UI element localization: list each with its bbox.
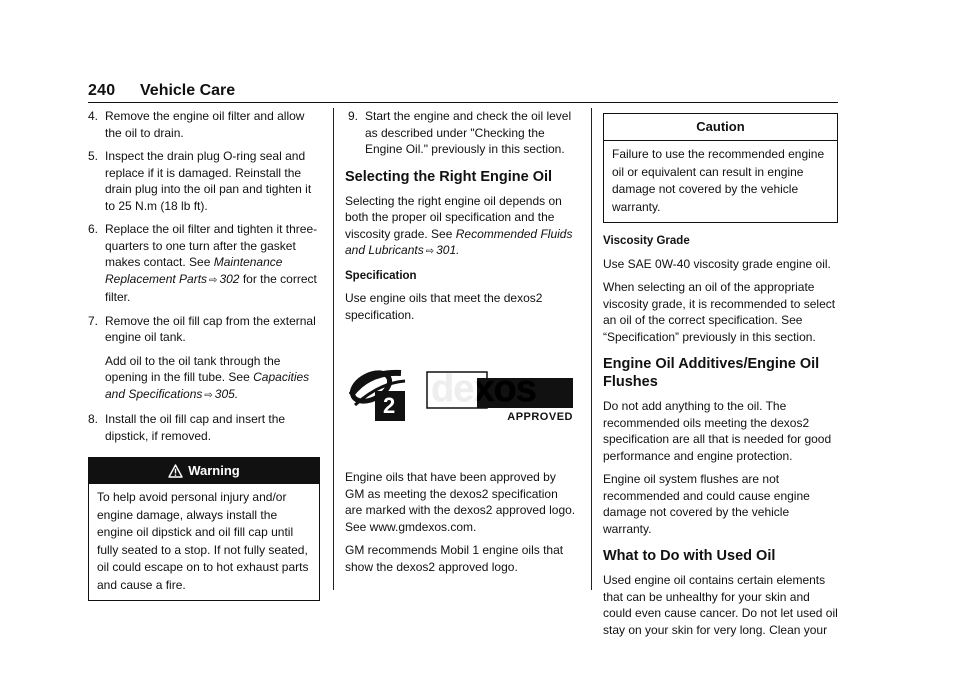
paragraph-additives: Do not add anything to the oil. The recommended oils meeting the dexos2 specification are all that is needed for good performance and engine protection. xyxy=(603,399,832,463)
step-text: Remove the oil fill cap from the external engine oil tank. xyxy=(105,313,316,344)
column-divider-right xyxy=(591,108,592,590)
warning-triangle-icon xyxy=(168,461,183,487)
step-text-part: for the correct filter. xyxy=(105,271,317,304)
step-number: 7. xyxy=(88,313,99,328)
step-text: Install the oil fill cap and insert the dipstick, if removed. xyxy=(105,412,286,443)
caution-title: Caution xyxy=(604,114,837,141)
step-text-part: Add oil to the oil tank through the opening in the fill tube. See xyxy=(105,353,281,384)
step-text: Remove the engine oil filter and allow the oil to drain. xyxy=(105,109,305,140)
paragraph-text-part: Selecting the right engine oil depends on both the proper oil specification and the viscosity grade. See xyxy=(345,193,562,241)
step-4 xyxy=(88,108,320,141)
step-5 xyxy=(88,148,320,214)
subheading-specification: Specification xyxy=(345,269,417,282)
column-divider-left xyxy=(333,108,334,590)
column-1 xyxy=(88,108,320,601)
dexos2-approved-logo xyxy=(349,365,575,427)
page-reference[interactable]: 302 xyxy=(219,271,240,286)
page-reference[interactable]: 305. xyxy=(214,386,239,401)
page-reference-arrow-icon: ⇨ xyxy=(204,389,213,401)
step-subtext xyxy=(105,353,320,405)
paragraph-viscosity-grade: Use SAE 0W-40 viscosity grade engine oil. xyxy=(603,256,831,271)
caution-box xyxy=(603,113,838,223)
step-number: 6. xyxy=(88,222,99,236)
step-number: 9. xyxy=(348,109,359,123)
paragraph-used-oil: Used engine oil contains certain elements that can be unhealthy for your skin and could even cause cancer. Do not let used oil stay on your skin for very long. Clean your xyxy=(603,573,838,637)
warning-box xyxy=(88,457,320,601)
paragraph-viscosity-selection: When selecting an oil of the appropriate viscosity grade, it is recommended to select an oil of the correct specification. See “Specification” previously in this section. xyxy=(603,280,836,344)
paragraph-approved-oils: Engine oils that have been approved by GM as meeting the dexos2 specification are marked with the dexos2 approved logo. See www.gmdexos.com. xyxy=(345,470,576,534)
heading-oil-additives: Engine Oil Additives/Engine Oil Flushes xyxy=(603,356,820,390)
paragraph-selecting xyxy=(345,193,577,261)
logo-wordmark: dexos xyxy=(431,368,536,410)
step-number: 8. xyxy=(88,412,99,426)
paragraph-mobil1: GM recommends Mobil 1 engine oils that show the dexos2 approved logo. xyxy=(345,543,564,574)
section-title: Vehicle Care xyxy=(140,82,236,99)
step-text: Start the engine and check the oil level as described under "Checking the Engine Oil." previously in this section. xyxy=(365,109,572,156)
cross-reference-link[interactable]: Maintenance Replacement Parts xyxy=(105,255,283,286)
warning-title-bar xyxy=(89,458,319,484)
step-6 xyxy=(88,221,320,306)
header-rule xyxy=(88,102,838,103)
step-text: Inspect the drain plug O-ring seal and replace if it is damaged. Reinstall the drain plug into the oil pan and tighten it to 25 N.m (18 lb ft). xyxy=(105,149,312,213)
step-text-part: Replace the oil filter and tighten it three-quarters to one turn after the gasket makes contact. See xyxy=(105,222,318,269)
step-7 xyxy=(88,313,320,405)
paragraph-specification: Use engine oils that meet the dexos2 specification. xyxy=(345,291,543,322)
paragraph-flushes: Engine oil system flushes are not recommended and could cause engine damage not covered by the vehicle warranty. xyxy=(603,472,810,536)
cross-reference-link[interactable]: Capacities and Specifications xyxy=(105,370,310,401)
page-reference-arrow-icon: ⇨ xyxy=(209,274,218,286)
step-number: 5. xyxy=(88,149,99,163)
logo-numeral: 2 xyxy=(383,393,396,418)
cross-reference-link[interactable]: Recommended Fluids and Lubricants xyxy=(345,226,573,257)
column-2 xyxy=(345,108,577,582)
page-reference[interactable]: 301. xyxy=(436,243,460,257)
column-3 xyxy=(603,108,838,645)
page-header xyxy=(88,82,838,104)
page-reference-arrow-icon: ⇨ xyxy=(425,246,435,257)
heading-selecting-oil: Selecting the Right Engine Oil xyxy=(345,168,553,185)
step-8 xyxy=(88,411,320,444)
logo-approved-text: APPROVED xyxy=(507,411,573,423)
step-9 xyxy=(348,108,577,158)
warning-text: To help avoid personal injury and/or engine damage, always install the engine oil dipstick and oil fill cap until fully seated to a stop. If not fully seated, oil could escape on to hot exhaust parts and cause a fire. xyxy=(97,490,309,592)
caution-text: Failure to use the recommended engine oil or equivalent can result in engine damage not covered by the vehicle warranty. xyxy=(612,147,825,214)
page-number: 240 xyxy=(88,82,116,99)
heading-used-oil: What to Do with Used Oil xyxy=(603,548,776,564)
step-number: 4. xyxy=(88,109,99,123)
step-text xyxy=(105,221,320,306)
warning-title: Warning xyxy=(188,463,240,478)
subheading-viscosity: Viscosity Grade xyxy=(603,235,690,247)
